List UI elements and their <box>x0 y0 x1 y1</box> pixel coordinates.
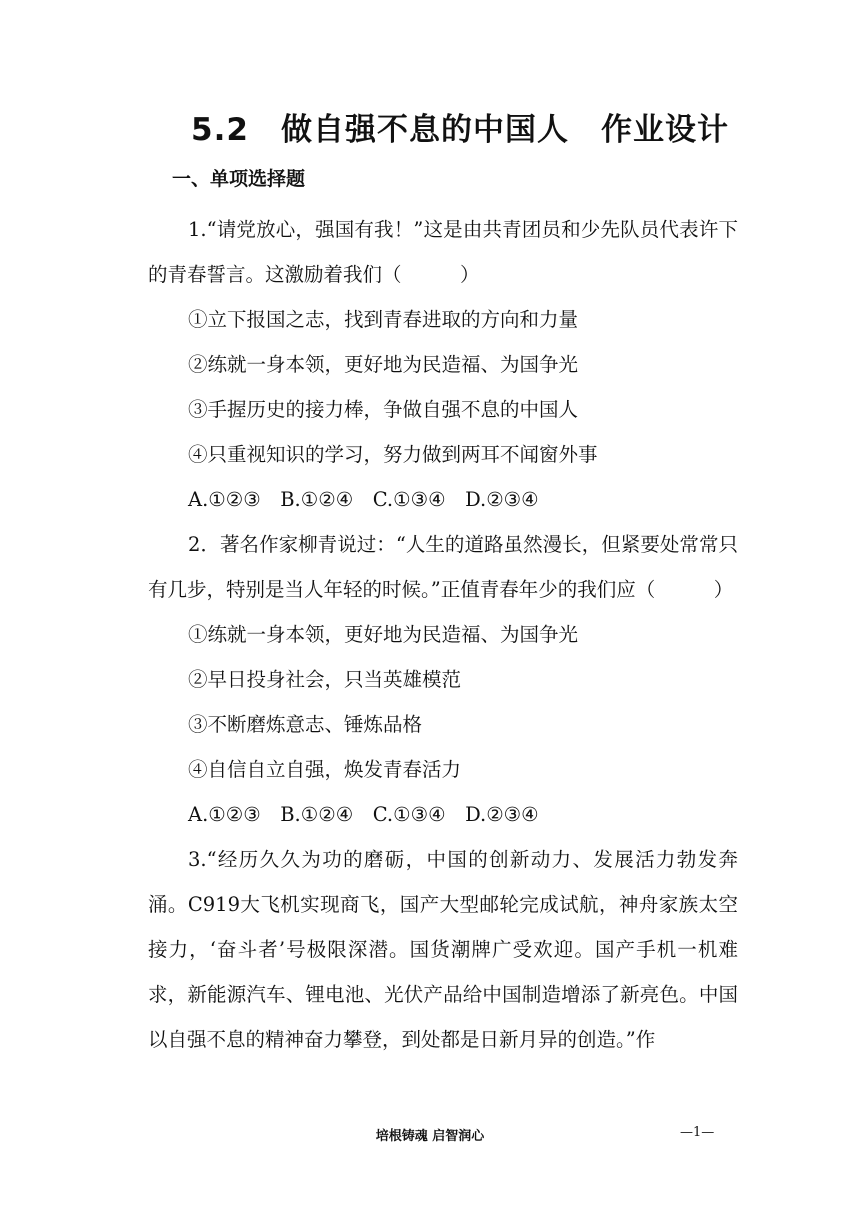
question-1-option-2: ②练就一身本领，更好地为民造福、为国争光 <box>188 353 579 376</box>
question-1-stem: 1.“请党放心，强国有我！”这是由共青团员和少先队员代表许下的青春誓言。这激励着我们（ ） <box>148 218 738 286</box>
question-2-option-1: ①练就一身本领，更好地为民造福、为国争光 <box>188 623 579 646</box>
question-2-option-2: ②早日投身社会，只当英雄模范 <box>188 668 462 691</box>
question-2-option-3: ③不断磨炼意志、锤炼品格 <box>188 713 423 736</box>
footer-motto: 培根铸魂 启智润心 <box>375 1129 485 1144</box>
page-number: —1— <box>680 1125 715 1140</box>
page-title: 5.2 做自强不息的中国人 作业设计 <box>191 112 729 148</box>
question-1-option-1: ①立下报国之志，找到青春进取的方向和力量 <box>188 308 579 331</box>
question-body <box>148 207 738 1062</box>
question-2-stem: 2．著名作家柳青说过：“人生的道路虽然漫长，但紧要处常常只有几步，特别是当人年轻的时候。”正值青春年少的我们应（ ） <box>148 533 738 601</box>
question-1-choices: A.①②③ B.①②④ C.①③④ D.②③④ <box>188 488 539 511</box>
question-1-option-3: ③手握历史的接力棒，争做自强不息的中国人 <box>188 398 579 421</box>
question-3-stem: 3.“经历久久为功的磨砺，中国的创新动力、发展活力勃发奔涌。C919大飞机实现商飞，国产大型邮轮完成试航，神舟家族太空接力，‘奋斗者’号极限深潜。国货潮牌广受欢迎。国产手机一机难求，新能源汽车、锂电池、光伏产品给中国制造增添了新亮色。中国以自强不息的精神奋力攀登，到处都是日新月异的创造。”作 <box>148 848 738 1051</box>
section-heading: 一、单项选择题 <box>172 168 306 190</box>
question-1-option-4: ④只重视知识的学习，努力做到两耳不闻窗外事 <box>188 443 598 466</box>
question-2-choices: A.①②③ B.①②④ C.①③④ D.②③④ <box>188 803 539 826</box>
question-2-option-4: ④自信自立自强，焕发青春活力 <box>188 758 462 781</box>
